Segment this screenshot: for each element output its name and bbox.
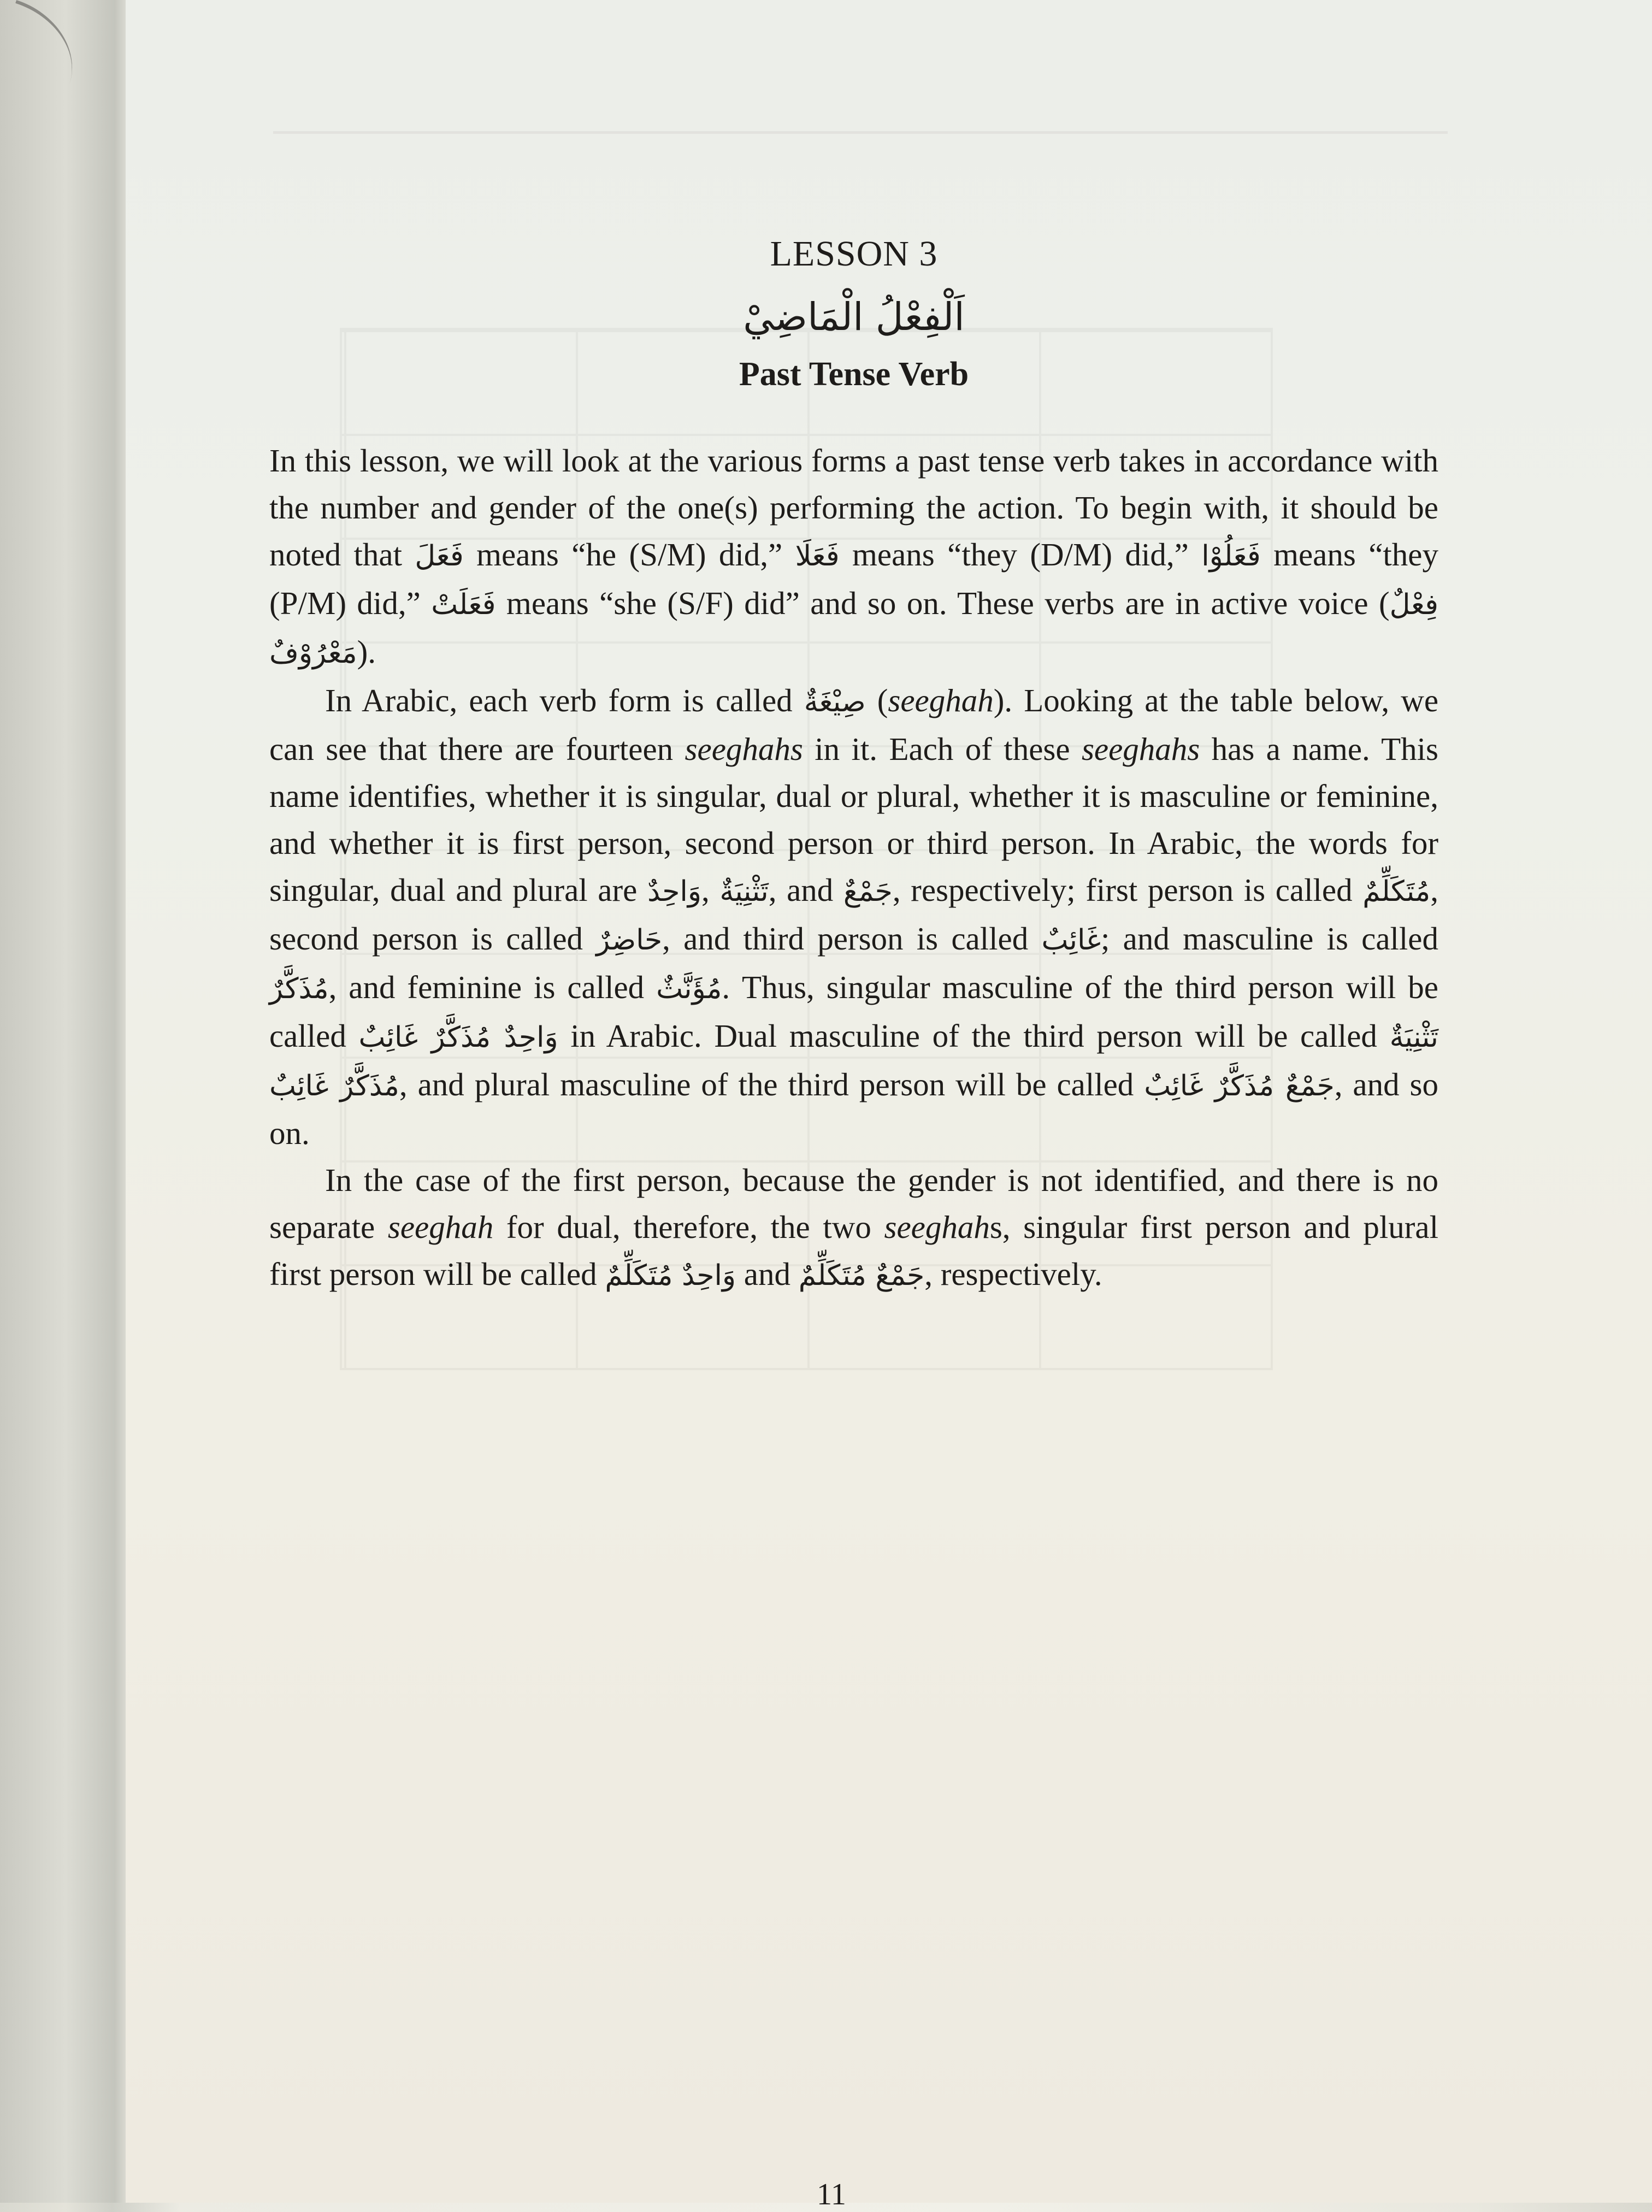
italic-term: seeghah — [387, 1209, 494, 1245]
text-run: s, singular first person and plural first person will be called — [269, 1209, 1438, 1292]
paragraph-intro — [269, 437, 1438, 677]
book-spine-shadow — [0, 0, 126, 2203]
arabic-term: حَاضِرٌ — [596, 924, 663, 957]
text-run: has a name. This name identifies, whether it is singular, dual or plural, whether it is masculine or feminine, and whether it is first person, second person or third person. In Arabic, the words for singular, dual and plural are — [269, 731, 1438, 908]
text-run: , and — [768, 872, 843, 908]
arabic-term: وَاحِدٌ — [647, 875, 701, 908]
arabic-term: مُذَكَّرٌ — [269, 972, 329, 1005]
text-run: in Arabic. Dual masculine of the third person will be called — [558, 1018, 1390, 1054]
arabic-term: فَعَلُوْا — [1201, 540, 1261, 573]
arabic-term: فِعْلٌ مَعْرُوْفٌ — [269, 588, 1438, 670]
text-run: ). — [357, 634, 376, 670]
paragraph-seeghah — [269, 677, 1438, 1157]
arabic-term: وَاحِدٌ مُتَكَلِّمٌ — [605, 1259, 736, 1292]
page-number: 11 — [817, 2178, 846, 2211]
arabic-term: فَعَلَ — [415, 540, 464, 573]
text-run: , and third person is called — [662, 921, 1042, 957]
text-run: In this lesson, we will look at the various forms a past tense verb takes in accordance with the number and gender of the one(s) performing the action. To begin with, it should be noted that — [269, 443, 1438, 573]
arabic-term: تَثْنِيَةٌ — [719, 875, 769, 908]
text-run: , — [701, 872, 720, 908]
arabic-term: صِيْغَةٌ — [804, 686, 866, 718]
italic-term: seeghah — [884, 1209, 990, 1245]
text-run: , respectively; first person is called — [892, 872, 1363, 908]
arabic-term: مُتَكَلِّمٌ — [1362, 875, 1431, 908]
text-run: ; and masculine is called — [1101, 921, 1438, 957]
lesson-label: LESSON 3 — [770, 234, 938, 274]
text-run: , and feminine is called — [328, 969, 657, 1005]
text-run: for dual, therefore, the two — [493, 1209, 884, 1245]
text-run: means “they (P/M) did,” — [269, 536, 1438, 621]
page-title: Past Tense Verb — [739, 356, 969, 393]
arabic-term: جَمْعٌ مُتَكَلِّمٌ — [798, 1259, 925, 1292]
text-run: . Thus, singular masculine of the third person will be called — [269, 969, 1438, 1054]
arabic-term: فَعَلَا — [795, 540, 840, 573]
text-run: in it. Each of these — [803, 731, 1082, 767]
text-run: means “he (S/M) did,” — [463, 536, 795, 573]
text-run: ). Looking at the table below, we can see that there are fourteen — [269, 682, 1439, 767]
text-run: , and plural masculine of the third person will be called — [399, 1066, 1144, 1102]
text-run: ( — [865, 682, 888, 718]
lesson-content — [269, 229, 1438, 1299]
arabic-term: فَعَلَتْ — [431, 588, 496, 621]
text-run: and — [736, 1256, 799, 1292]
text-run: , respectively. — [924, 1256, 1102, 1292]
show-through-rule — [273, 131, 1448, 134]
text-run: In the case of the first person, because the gender is not identified, and there is no separate — [269, 1162, 1438, 1245]
italic-term: seeghah — [888, 682, 994, 718]
italic-term: seeghahs — [685, 731, 803, 767]
text-run: means “they (D/M) did,” — [839, 536, 1202, 573]
italic-term: seeghahs — [1081, 731, 1200, 767]
arabic-term: تَثْنِيَةٌ مُذَكَّرٌ غَائِبٌ — [269, 1021, 1438, 1102]
text-run: means “she (S/F) did” and so on. These verbs are in active voice ( — [495, 585, 1390, 621]
text-run: In Arabic, each verb form is called — [325, 682, 804, 718]
arabic-term: جَمْعٌ — [843, 875, 893, 908]
text-run: , second person is called — [269, 872, 1439, 957]
arabic-term: غَائِبٌ — [1041, 924, 1101, 957]
paragraph-first-person — [269, 1157, 1438, 1299]
text-run: , and so on. — [269, 1066, 1438, 1151]
arabic-term: وَاحِدٌ مُذَكَّرٌ غَائِبٌ — [358, 1021, 558, 1054]
arabic-term: مُؤَنَّثٌ — [656, 972, 722, 1005]
arabic-term: جَمْعٌ مُذَكَّرٌ غَائِبٌ — [1144, 1070, 1335, 1102]
arabic-title: اَلْفِعْلُ الْمَاضِيْ — [743, 294, 965, 339]
